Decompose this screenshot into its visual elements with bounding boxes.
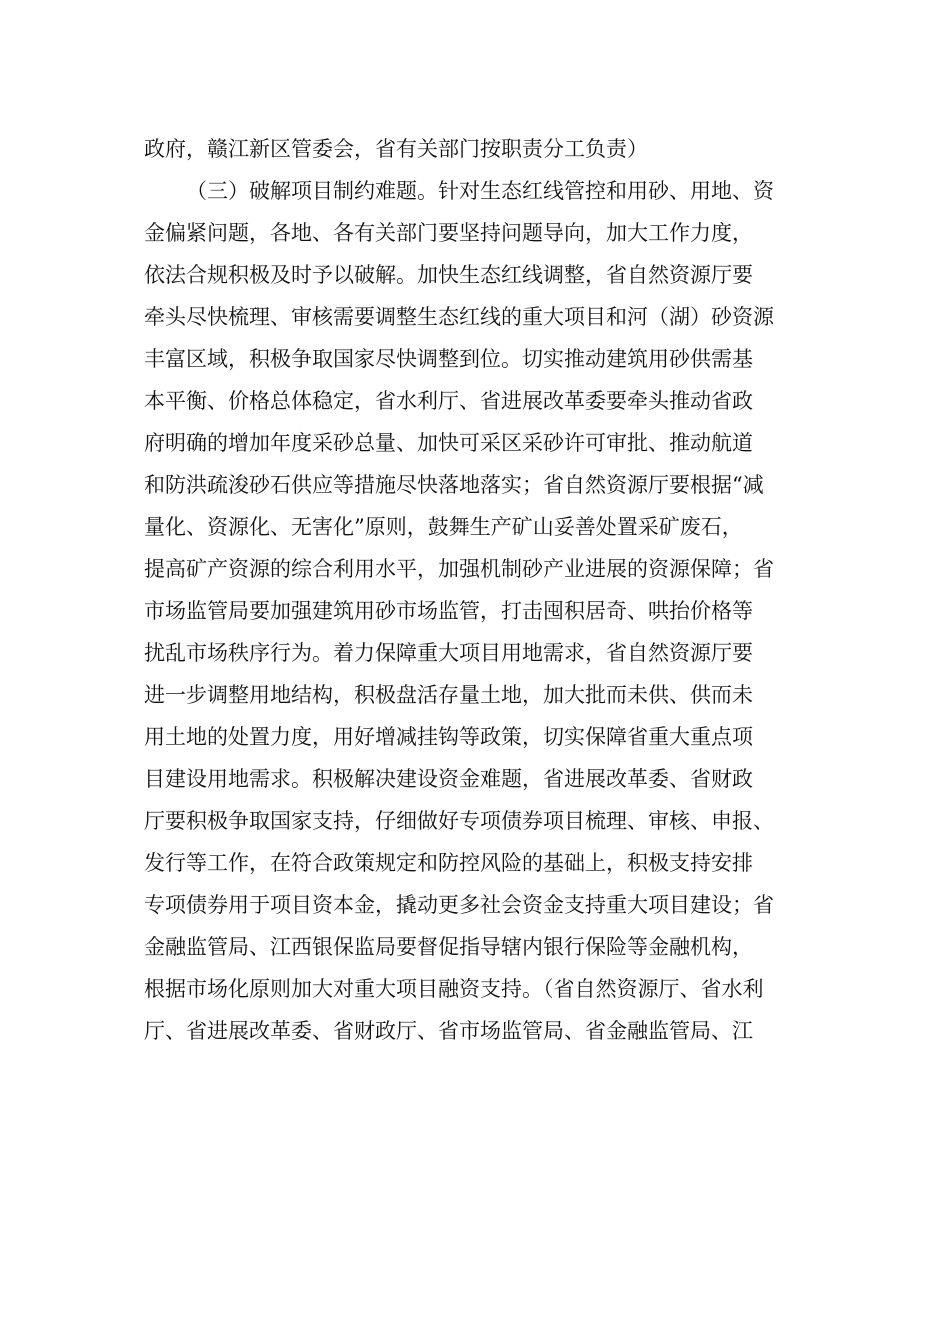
text-line: 金融监管局、江西银保监局要督促指导辖内银行保险等金融机构， [144, 935, 753, 959]
text-line: 牵头尽快梳理、审核需要调整生态红线的重大项目和河（湖）砂资源 [144, 305, 774, 329]
text-line: 市场监管局要加强建筑用砂市场监管，打击囤积居奇、哄抬价格等 [144, 599, 753, 623]
text-line: 厅、省进展改革委、省财政厅、省市场监管局、省金融监管局、江 [144, 1019, 753, 1043]
text-line: 提高矿产资源的综合利用水平，加强机制砂产业进展的资源保障；省 [144, 557, 774, 581]
text-line: 政府，赣江新区管委会，省有关部门按职责分工负责） [144, 137, 648, 161]
text-line: 专项债券用于项目资本金，撬动更多社会资金支持重大项目建设；省 [144, 893, 774, 917]
text-line: 依法合规积极及时予以破解。加快生态红线调整，省自然资源厅要 [144, 263, 753, 287]
text-line: 厅要积极争取国家支持，仔细做好专项债券项目梳理、审核、申报、 [144, 809, 774, 833]
section-heading-line: （三）破解项目制约难题。针对生态红线管控和用砂、用地、资 [186, 179, 774, 203]
text-line: 金偏紧问题，各地、各有关部门要坚持问题导向，加大工作力度， [144, 221, 753, 245]
text-line: 用土地的处置力度，用好增减挂钩等政策，切实保障省重大重点项 [144, 725, 753, 749]
text-line: 目建设用地需求。积极解决建设资金难题，省进展改革委、省财政 [144, 767, 753, 791]
text-line: 府明确的增加年度采砂总量、加快可采区采砂许可审批、推动航道 [144, 431, 753, 455]
text-line: 丰富区域，积极争取国家尽快调整到位。切实推动建筑用砂供需基 [144, 347, 753, 371]
text-line: 本平衡、价格总体稳定，省水利厅、省进展改革委要牵头推动省政 [144, 389, 753, 413]
body-text [144, 129, 834, 1052]
text-line: 扰乱市场秩序行为。着力保障重大项目用地需求，省自然资源厅要 [144, 641, 753, 665]
text-line: 根据市场化原则加大对重大项目融资支持。（省自然资源厅、省水利 [144, 977, 764, 1001]
text-line: 和防洪疏浚砂石供应等措施尽快落地落实；省自然资源厅要根据“减 [144, 473, 764, 497]
text-line: 进一步调整用地结构，积极盘活存量土地，加大批而未供、供而未 [144, 683, 753, 707]
text-line: 发行等工作，在符合政策规定和防控风险的基础上，积极支持安排 [144, 851, 753, 875]
text-line: 量化、资源化、无害化”原则，鼓舞生产矿山妥善处置采矿废石， [144, 515, 743, 539]
